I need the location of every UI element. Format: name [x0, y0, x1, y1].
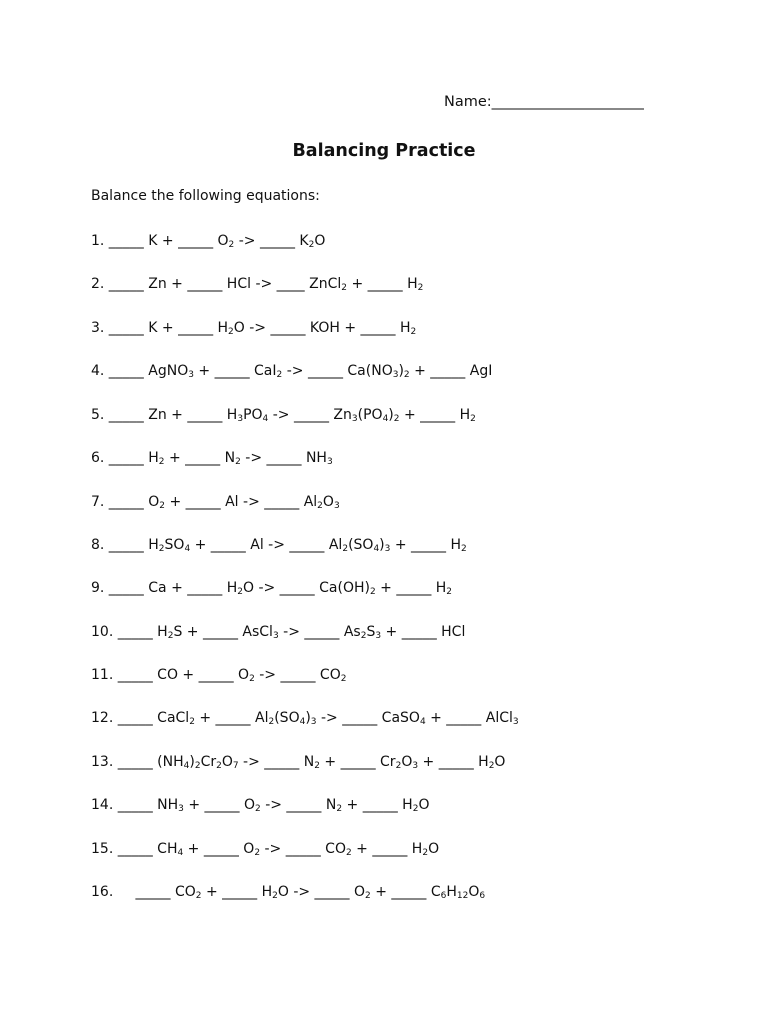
equation-5: 5. _____ Zn + _____ $H_3PO_4$ -> _____ $Zn_3(PO_4)_2$ + _____ $H_2$: [91, 407, 476, 424]
equation-12: 12. _____ CaCl$_2$ + _____ $Al_2(SO_4)_3$ -> _____ CaSO$_4$ + _____ AlCl$_3$: [91, 710, 519, 727]
equation-13: 13. _____ $(NH_4)_2Cr_2O_7$ -> _____ $N_2$ + _____ $Cr_2O_3$ + _____ $H_2O$: [91, 754, 506, 771]
equation-9: 9. _____ Ca + _____ $H_2O$ -> _____ $Ca(OH)_2$ + _____ $H_2$: [91, 580, 453, 597]
equation-11: 11. _____ CO + _____ $O_2$ -> _____ $CO_2$: [91, 667, 347, 684]
equation-15: 15. _____ $CH_4$ + _____ $O_2$ -> _____ $CO_2$ + _____ $H_2O$: [91, 841, 440, 858]
equation-4: 4. _____ AgNO$_3$ + _____ CaI$_2$ -> _____ $Ca(NO_3)_2$ + _____ AgI: [91, 363, 493, 380]
equation-2: 2. _____ Zn + _____ HCl -> ____ ZnCl$_2$ + _____ $H_2$: [91, 276, 424, 293]
instructions-text: Balance the following equations:: [91, 188, 320, 204]
equation-1: 1. _____ K + _____ $O_2$ -> _____ $K_2O$: [91, 233, 326, 250]
name-field-label: Name:_____________________: [444, 94, 644, 110]
equation-14: 14. _____ $NH_3$ + _____ $O_2$ -> _____ $N_2$ + _____ $H_2O$: [91, 797, 430, 814]
equation-3: 3. _____ K + _____ $H_2O$ -> _____ KOH + _____ $H_2$: [91, 320, 417, 337]
equation-8: 8. _____ $H_2SO_4$ + _____ Al -> _____ $Al_2(SO_4)_3$ + _____ $H_2$: [91, 537, 467, 554]
page-title: Balancing Practice: [292, 141, 476, 161]
equation-10: 10. _____ $H_2S$ + _____ AsCl$_3$ -> _____ $As_2S_3$ + _____ HCl: [91, 624, 466, 641]
equation-16: 16. _____ $CO_2$ + _____ $H_2O$ -> _____ $O_2$ + _____ $C_6H_{12}O_6$: [91, 884, 486, 901]
equation-7: 7. _____ $O_2$ + _____ Al -> _____ $Al_2O_3$: [91, 494, 340, 511]
equation-6: 6. _____ $H_2$ + _____ $N_2$ -> _____ $NH_3$: [91, 450, 333, 467]
